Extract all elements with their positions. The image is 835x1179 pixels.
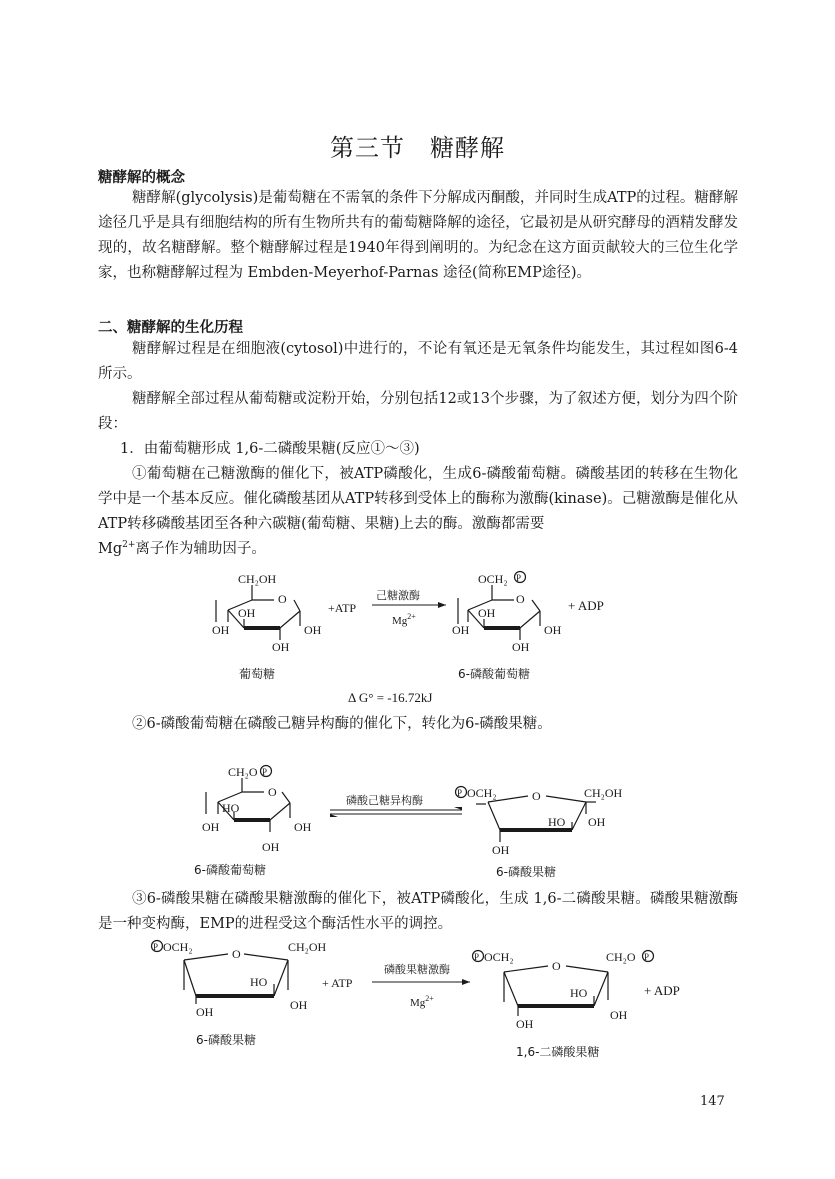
r1-oh-4: OH (238, 606, 256, 620)
r3-mg: Mg (410, 997, 426, 1009)
r2-oh-1: OH (294, 820, 312, 834)
r3-ho: HO (250, 975, 268, 989)
r1-product-label: 6-磷酸葡萄糖 (458, 667, 530, 681)
r3-product-ho: HO (570, 986, 588, 1000)
r2-product-oh-3: OH (492, 843, 510, 857)
r1-product-oh-2: OH (512, 640, 530, 654)
r1-cofactor (392, 612, 416, 627)
concept-paragraph: 糖酵解(glycolysis)是葡萄糖在不需氧的条件下分解成丙酮酸，并同时生成ATP的过程。糖酵解途径几乎是具有细胞结构的所有生物所共有的葡萄糖降解的途径，它最初是从研究酵母的酒精发酵发现的，故名糖酵解。整个糖酵解过程是1940年得到阐明的。为纪念在这方面贡献较大的三位生化学家，也称糖酵解过程为 Embden-Meyerhof-Parnas 途径(简称EMP途径)。 (98, 190, 738, 281)
r2-oh-3: OH (202, 820, 220, 834)
r2-ho: HO (222, 801, 240, 815)
r3-product-oh-3: OH (516, 1017, 534, 1031)
r3-substrate-label: 6-磷酸果糖 (196, 1033, 256, 1047)
r1-substrate-label: 葡萄糖 (239, 667, 276, 681)
r3-arrow-head (462, 979, 470, 985)
r1-oh-1: OH (304, 623, 322, 637)
r3-poch2: OCH₂ (163, 940, 193, 954)
r3-oh-2: OH (290, 998, 308, 1012)
r3-ring-o: O (232, 947, 241, 961)
r3-phosphate-3: P (644, 952, 650, 962)
r2-phosphate-2: P (457, 788, 463, 798)
r2-ch2o: CH₂O (228, 765, 258, 779)
page-number: 147 (700, 1094, 725, 1109)
r3-product-ring-o: O (552, 959, 561, 973)
r1-product-oh-4: OH (478, 606, 496, 620)
r1-byproduct: + ADP (568, 598, 604, 613)
r2-phosphate-1: P (262, 767, 268, 777)
r3-byproduct: + ADP (644, 983, 680, 998)
r1-ch2oh: CH₂OH (238, 572, 277, 586)
step3-paragraph: ③6-磷酸果糖在磷酸果糖激酶的催化下，被ATP磷酸化，生成 1,6-二磷酸果糖。磷酸果糖激酶是一种变构酶，EMP的进程受这个酶活性水平的调控。 (98, 891, 738, 932)
r3-product-label: 1,6-二磷酸果糖 (516, 1045, 600, 1059)
r1-enzyme: 己糖激酶 (376, 589, 420, 602)
r3-ch2oh: CH₂OH (288, 940, 327, 954)
r2-oh-2: OH (262, 840, 280, 854)
process-paragraph-1: 糖酵解过程是在细胞液(cytosol)中进行的，不论有氧还是无氧条件均能发生，其过程如图6-4所示。 (98, 341, 738, 382)
step2-paragraph: ②6-磷酸葡萄糖在磷酸己糖异构酶的催化下，转化为6-磷酸果糖。 (132, 716, 552, 732)
r3-phosphate-2: P (474, 952, 480, 962)
process-heading: 二、糖酵解的生化历程 (98, 320, 243, 336)
r1-delta-g: Δ G° = -16.72kJ (348, 690, 433, 705)
r3-enzyme: 磷酸果糖激酶 (384, 963, 450, 976)
r2-ring-o: O (268, 785, 277, 799)
r3-cofactor (410, 994, 434, 1009)
r3-product-poch2: OCH₂ (484, 950, 514, 964)
r1-mg-charge: 2+ (407, 612, 416, 621)
r2-product-ring-o: O (532, 789, 541, 803)
r3-phosphate-1: P (153, 942, 159, 952)
mg-symbol: Mg (98, 541, 123, 557)
r3-mg-charge: 2+ (425, 994, 434, 1003)
r1-reagent: +ATP (328, 601, 357, 615)
r3-oh-3: OH (196, 1005, 214, 1019)
r2-product-ho: HO (548, 815, 566, 829)
r3-reagent: + ATP (322, 976, 353, 990)
r1-product-oh-3: OH (452, 623, 470, 637)
r1-phosphate: P (516, 573, 522, 583)
r1-product-ring-o: O (516, 592, 525, 606)
section-title: 第三节 糖酵解 (330, 134, 505, 162)
r2-ch2oh: CH₂OH (584, 786, 623, 800)
r1-mg: Mg (392, 615, 408, 627)
mg-charge: 2+ (122, 540, 136, 551)
stage1-heading: 1．由葡萄糖形成 1,6-二磷酸果糖(反应①～③) (120, 441, 420, 457)
r1-arrow-head (438, 602, 446, 608)
r1-och2: OCH₂ (478, 572, 508, 586)
r1-product-oh-1: OH (544, 623, 562, 637)
r2-poch2: OCH₂ (467, 786, 497, 800)
process-paragraph-2: 糖酵解全部过程从葡萄糖或淀粉开始，分别包括12或13个步骤，为了叙述方便，划分为四个阶段： (98, 391, 738, 432)
r1-oh-2: OH (272, 640, 290, 654)
r2-product-label: 6-磷酸果糖 (496, 865, 556, 879)
r3-product-oh-2: OH (610, 1008, 628, 1022)
r1-ring-o: O (278, 592, 287, 606)
cofactor-text: 离子作为辅助因子。 (135, 541, 266, 557)
step1-paragraph: ①葡萄糖在己糖激酶的催化下，被ATP磷酸化，生成6-磷酸葡萄糖。磷酸基团的转移在生物化学中是一个基本反应。催化磷酸基团从ATP转移到受体上的酶称为激酶(kinase)。己糖激酶是催化从ATP转移磷酸基团至各种六碳糖(葡萄糖、果糖)上去的酶。激酶都需要 (98, 466, 738, 532)
r2-product-oh-2: OH (588, 815, 606, 829)
r1-oh-3: OH (212, 623, 230, 637)
r3-product-ch2o: CH₂O (606, 950, 636, 964)
r2-enzyme: 磷酸己糖异构酶 (346, 794, 423, 807)
r2-substrate-label: 6-磷酸葡萄糖 (194, 863, 266, 877)
concept-heading: 糖酵解的概念 (98, 170, 185, 186)
